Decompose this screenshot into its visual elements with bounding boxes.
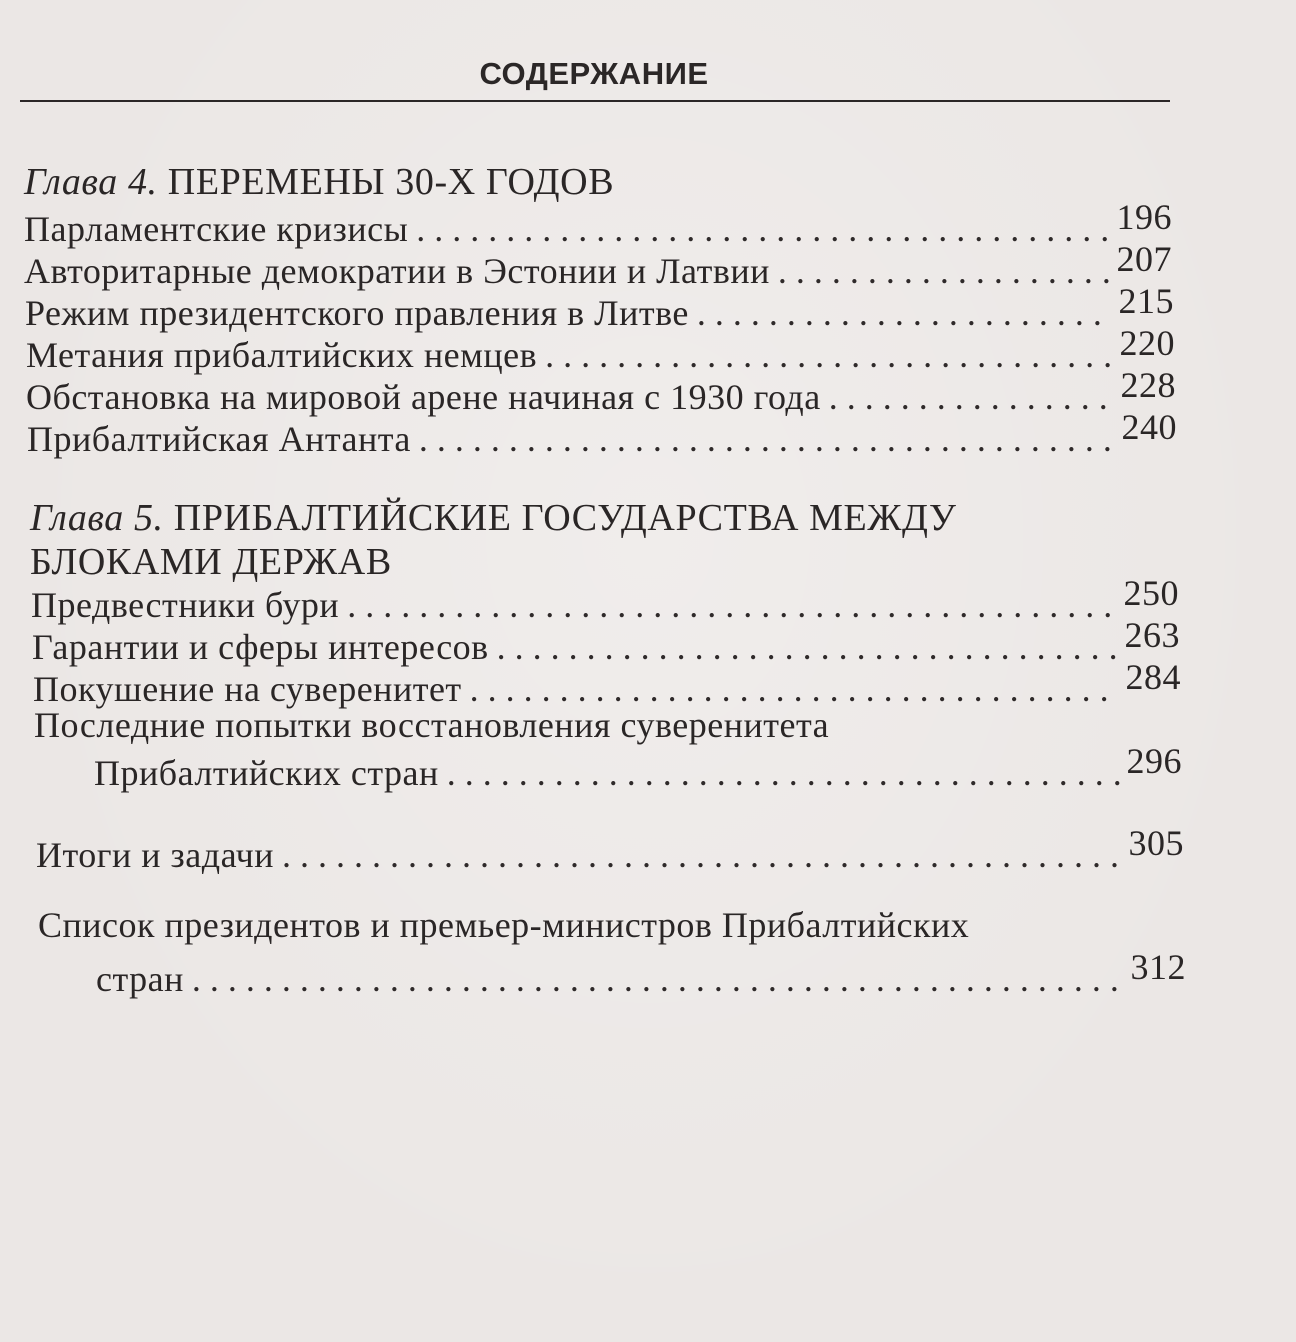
leader-dots [447, 752, 1121, 794]
toc-entry-page: 250 [1123, 573, 1179, 613]
toc-entry-appendix [96, 947, 1186, 1000]
toc-entry-title: Обстановка на мировой арене начиная с 1930 года [26, 377, 821, 417]
toc-entry-title: Прибалтийская Антанта [27, 419, 411, 459]
chapter-4-heading [24, 160, 614, 204]
toc-appendix-title-line2: стран [96, 959, 184, 999]
leader-dots [497, 626, 1119, 668]
toc-entry-title: Режим президентского правления в Литве [25, 293, 689, 333]
toc-entry [24, 197, 1172, 250]
toc-entry-title: Итоги и задачи [36, 835, 274, 875]
chapter-5-heading [30, 496, 956, 540]
leader-dots [697, 292, 1113, 334]
chapter-4-title: ПЕРЕМЕНЫ 30-Х ГОДОВ [167, 161, 615, 203]
toc-entry-title: Авторитарные демократии в Эстонии и Латвии [24, 251, 770, 291]
toc-entry-summary [36, 823, 1184, 876]
toc-entry [94, 741, 1182, 794]
toc-entry-page: 215 [1118, 281, 1174, 321]
toc-entry-title-line1: Последние попытки восстановления суверенитета [34, 705, 830, 745]
leader-dots [192, 958, 1125, 1000]
toc-entry [26, 323, 1175, 376]
toc-entry-page: 284 [1125, 657, 1181, 697]
leader-dots [829, 376, 1115, 418]
toc-entry-title: Гарантии и сферы интересов [32, 627, 489, 667]
toc-entry-page: 228 [1120, 365, 1176, 405]
toc-entry-page: 263 [1124, 615, 1180, 655]
toc-entry-title-line2: Прибалтийских стран [94, 753, 439, 793]
toc-entry [32, 615, 1180, 668]
toc-entry-page: 240 [1121, 407, 1177, 447]
leader-dots [416, 208, 1110, 250]
toc-entry-title: Метания прибалтийских немцев [26, 335, 538, 375]
chapter-4-label: Глава 4. [24, 161, 158, 203]
leader-dots [778, 250, 1111, 292]
toc-entry-page: 220 [1119, 323, 1175, 363]
chapter-5-title-line1: ПРИБАЛТИЙСКИЕ ГОСУДАРСТВА МЕЖДУ [173, 497, 957, 539]
toc-entry-page: 296 [1126, 741, 1182, 781]
leader-dots [347, 584, 1117, 626]
leader-dots [545, 334, 1113, 376]
toc-entry-page: 312 [1130, 947, 1186, 987]
toc-entry [24, 239, 1172, 292]
toc-entry-page: 207 [1116, 239, 1172, 279]
toc-entry-page: 196 [1116, 197, 1172, 237]
toc-entry [26, 365, 1176, 418]
running-head: СОДЕРЖАНИЕ [479, 56, 709, 91]
chapter-5-title-line2: БЛОКАМИ ДЕРЖАВ [30, 541, 392, 583]
toc-entry-title: Покушение на суверенитет [33, 669, 462, 709]
chapter-5-label: Глава 5. [30, 497, 164, 539]
chapter-5-heading-cont [30, 540, 392, 584]
toc-entry [25, 281, 1174, 334]
toc-entry [27, 407, 1177, 460]
toc-appendix-title-line1: Список президентов и премьер-министров Прибалтийских [38, 905, 970, 945]
toc-entry-title: Предвестники бури [31, 585, 340, 625]
toc-entry [31, 573, 1179, 626]
leader-dots [419, 418, 1116, 460]
toc-entry-page: 305 [1128, 823, 1184, 863]
toc-entry-title: Парламентские кризисы [24, 209, 409, 249]
leader-dots [282, 834, 1123, 876]
